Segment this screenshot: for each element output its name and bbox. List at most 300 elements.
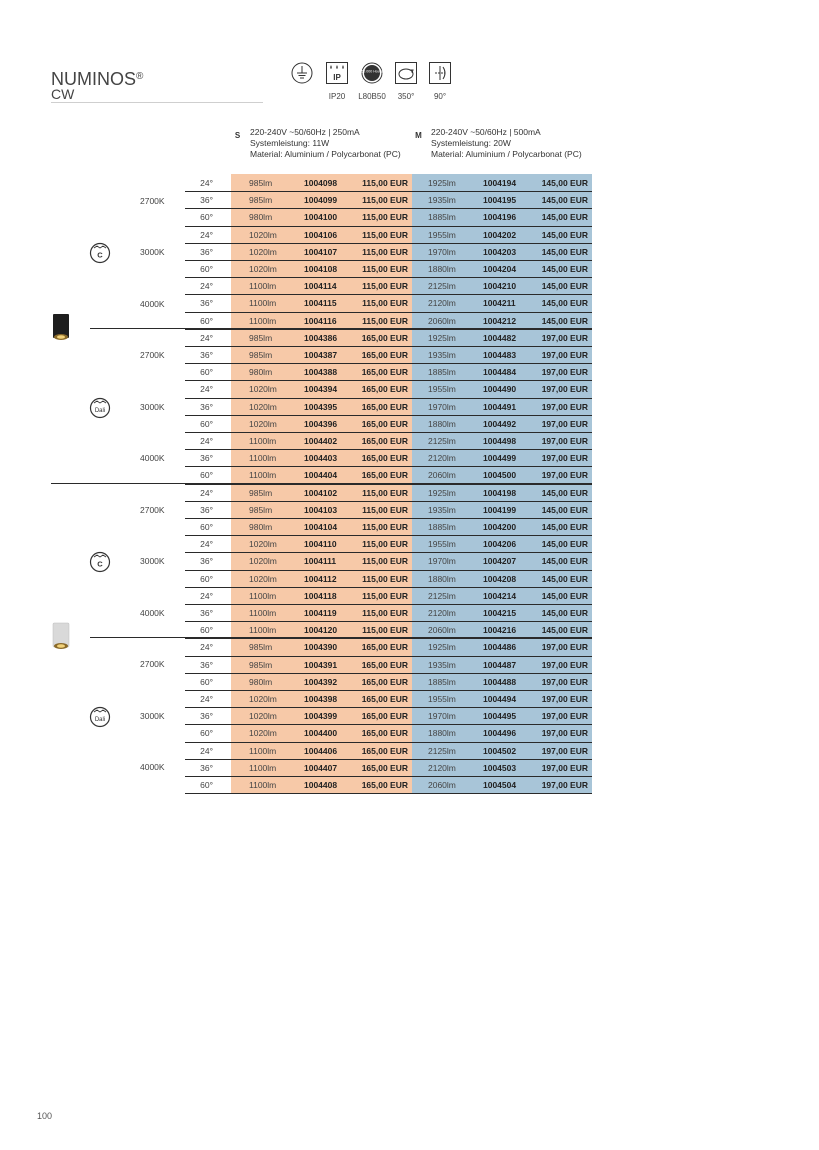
article-s-cell: 1004406 (304, 745, 338, 756)
price-s-cell: 115,00 EUR (362, 573, 408, 584)
price-s-cell: 115,00 EUR (362, 246, 408, 257)
color-temp-label: 3000K (140, 556, 165, 566)
beam-angle-cell: 24° (200, 332, 213, 343)
white-luminaire-icon (52, 622, 70, 650)
price-s-cell: 115,00 EUR (362, 556, 408, 567)
price-s-cell: 165,00 EUR (361, 694, 408, 704)
article-s-cell: 1004103 (304, 504, 338, 515)
price-m-cell: 145,00 EUR (541, 229, 588, 240)
lumen-s-cell: 1100lm (249, 315, 277, 326)
table-row (0, 535, 819, 552)
table-row (0, 398, 819, 415)
table-row (0, 312, 819, 329)
price-s-cell: 115,00 EUR (362, 195, 408, 206)
article-m-cell: 1004214 (483, 590, 517, 601)
beam-angle-cell: 60° (200, 728, 213, 739)
lumen-s-cell: 1020lm (249, 229, 277, 240)
table-row (0, 501, 819, 518)
lumen-s-cell: 1100lm (249, 762, 277, 773)
article-m-cell: 1004215 (483, 608, 517, 618)
article-m-cell: 1004203 (483, 246, 517, 257)
article-s-cell: 1004116 (304, 315, 337, 326)
lumen-s-cell: 1100lm (249, 590, 277, 601)
article-m-cell: 1004494 (483, 694, 517, 704)
lumen-m-cell: 1885lm (428, 212, 456, 223)
article-s-cell: 1004398 (304, 694, 338, 704)
variant-m-power: Systemleistung: 20W (431, 138, 511, 148)
article-m-cell: 1004486 (483, 642, 517, 653)
price-m-cell: 197,00 EUR (541, 453, 588, 464)
table-row (0, 174, 819, 191)
article-s-cell: 1004391 (304, 659, 338, 670)
price-m-cell: 145,00 EUR (541, 590, 588, 601)
beam-angle-cell: 24° (200, 487, 213, 498)
group-divider (90, 637, 592, 638)
article-s-cell: 1004388 (304, 367, 338, 378)
lumen-m-cell: 1885lm (428, 676, 456, 687)
article-s-cell: 1004119 (304, 608, 337, 618)
price-s-cell: 115,00 EUR (362, 487, 408, 498)
article-s-cell: 1004408 (304, 780, 338, 790)
article-s-cell: 1004098 (304, 178, 338, 188)
beam-angle-cell: 36° (200, 504, 213, 515)
lifetime-label: L80B50 (358, 92, 386, 101)
lumen-m-cell: 2060lm (428, 315, 456, 326)
lumen-s-cell: 1100lm (249, 298, 277, 309)
beam-angle-cell: 36° (200, 298, 213, 309)
price-m-cell: 145,00 EUR (541, 522, 588, 532)
article-m-cell: 1004490 (483, 384, 517, 395)
article-m-cell: 1004504 (483, 780, 517, 790)
article-m-cell: 1004487 (483, 659, 517, 670)
price-m-cell: 145,00 EUR (541, 264, 588, 274)
lumen-s-cell: 980lm (249, 367, 273, 378)
lumen-s-cell: 985lm (249, 659, 273, 670)
color-temp-label: 2700K (140, 659, 165, 669)
tilt-90-icon (429, 62, 451, 84)
beam-angle-cell: 60° (200, 315, 213, 326)
table-row (0, 673, 819, 690)
dali-control-icon (89, 706, 111, 728)
article-s-cell: 1004104 (304, 522, 338, 532)
beam-angle-cell: 24° (200, 436, 213, 446)
price-m-cell: 145,00 EUR (541, 178, 588, 188)
table-row (0, 363, 819, 380)
price-m-cell: 197,00 EUR (541, 384, 588, 395)
lumen-s-cell: 1020lm (249, 573, 277, 584)
price-s-cell: 165,00 EUR (361, 401, 408, 412)
article-m-cell: 1004496 (483, 728, 517, 739)
table-row (0, 604, 819, 621)
article-m-cell: 1004202 (483, 229, 517, 240)
price-s-cell: 115,00 EUR (362, 625, 408, 636)
color-temp-label: 3000K (140, 402, 165, 412)
article-m-cell: 1004198 (483, 487, 517, 498)
beam-angle-cell: 36° (200, 608, 213, 618)
price-m-cell: 145,00 EUR (541, 556, 588, 567)
lumen-m-cell: 2125lm (428, 281, 456, 292)
article-m-cell: 1004204 (483, 264, 517, 274)
article-s-cell: 1004110 (304, 539, 337, 550)
article-m-cell: 1004216 (483, 625, 517, 636)
table-row (0, 208, 819, 225)
color-temp-label: 2700K (140, 505, 165, 515)
table-row (0, 449, 819, 466)
phase-control-icon (89, 242, 111, 264)
beam-angle-cell: 24° (200, 281, 213, 292)
article-m-cell: 1004488 (483, 676, 517, 687)
color-temp-label: 3000K (140, 711, 165, 721)
price-s-cell: 165,00 EUR (361, 780, 408, 790)
price-s-cell: 165,00 EUR (361, 711, 408, 722)
lumen-m-cell: 1880lm (428, 264, 456, 274)
price-m-cell: 197,00 EUR (541, 470, 588, 481)
price-s-cell: 165,00 EUR (361, 642, 408, 653)
lumen-m-cell: 1970lm (428, 246, 456, 257)
article-s-cell: 1004386 (304, 332, 338, 343)
color-temp-label: 4000K (140, 453, 165, 463)
article-m-cell: 1004200 (483, 522, 517, 532)
price-m-cell: 145,00 EUR (541, 504, 588, 515)
article-s-cell: 1004400 (304, 728, 338, 739)
article-m-cell: 1004499 (483, 453, 517, 464)
lumen-m-cell: 1935lm (428, 350, 456, 360)
lumen-s-cell: 985lm (249, 332, 273, 343)
lumen-m-cell: 2125lm (428, 436, 456, 446)
article-s-cell: 1004120 (304, 625, 338, 636)
price-s-cell: 115,00 EUR (362, 264, 408, 274)
phase-control-icon (89, 551, 111, 573)
article-m-cell: 1004492 (483, 418, 517, 429)
table-row (0, 587, 819, 604)
price-m-cell: 145,00 EUR (541, 281, 588, 292)
table-row (0, 466, 819, 483)
lumen-s-cell: 985lm (249, 487, 273, 498)
price-s-cell: 115,00 EUR (362, 590, 408, 601)
beam-angle-cell: 60° (200, 470, 213, 481)
lumen-m-cell: 2060lm (428, 470, 456, 481)
article-s-cell: 1004396 (304, 418, 338, 429)
price-m-cell: 145,00 EUR (541, 315, 588, 326)
price-s-cell: 165,00 EUR (361, 350, 408, 360)
lumen-m-cell: 1880lm (428, 728, 456, 739)
table-row (0, 243, 819, 260)
article-m-cell: 1004503 (483, 762, 517, 773)
color-temp-label: 4000K (140, 762, 165, 772)
svg-text:IP: IP (333, 73, 341, 82)
beam-angle-cell: 60° (200, 676, 213, 687)
lumen-s-cell: 980lm (249, 522, 273, 532)
article-s-cell: 1004118 (304, 590, 337, 601)
beam-angle-cell: 24° (200, 590, 213, 601)
table-row (0, 570, 819, 587)
table-row (0, 638, 819, 655)
table-row (0, 277, 819, 294)
lumen-m-cell: 1955lm (428, 384, 456, 395)
color-temp-label: 4000K (140, 299, 165, 309)
price-m-cell: 197,00 EUR (541, 711, 588, 722)
beam-angle-cell: 60° (200, 264, 213, 274)
article-s-cell: 1004407 (304, 762, 338, 773)
article-s-cell: 1004399 (304, 711, 338, 722)
variant-m-badge: M (415, 131, 422, 140)
beam-angle-cell: 60° (200, 625, 213, 636)
price-m-cell: 145,00 EUR (541, 246, 588, 257)
table-row (0, 346, 819, 363)
product-title: NUMINOS® (51, 69, 144, 89)
article-s-cell: 1004111 (304, 556, 337, 567)
lumen-s-cell: 980lm (249, 676, 273, 687)
lumen-s-cell: 1020lm (249, 246, 277, 257)
group-divider (90, 328, 592, 329)
lumen-s-cell: 1020lm (249, 418, 277, 429)
article-s-cell: 1004106 (304, 229, 338, 240)
page-number: 100 (37, 1111, 53, 1121)
price-m-cell: 197,00 EUR (541, 436, 588, 446)
price-m-cell: 197,00 EUR (541, 745, 588, 756)
table-row (0, 380, 819, 397)
lumen-m-cell: 1970lm (428, 401, 456, 412)
price-s-cell: 115,00 EUR (362, 212, 408, 223)
table-row (0, 329, 819, 346)
price-s-cell: 115,00 EUR (362, 315, 408, 326)
table-row (0, 690, 819, 707)
variant-s-electrical: 220-240V ~50/60Hz | 250mA (250, 127, 360, 137)
table-row (0, 776, 819, 793)
lumen-s-cell: 1100lm (249, 436, 277, 446)
lumen-s-cell: 1100lm (249, 780, 277, 790)
article-s-cell: 1004395 (304, 401, 338, 412)
lumen-m-cell: 1885lm (428, 522, 456, 532)
lumen-m-cell: 1935lm (428, 504, 456, 515)
price-s-cell: 115,00 EUR (362, 178, 408, 188)
beam-angle-cell: 24° (200, 745, 213, 756)
table-row (0, 621, 819, 638)
lumen-s-cell: 1020lm (249, 264, 277, 274)
price-s-cell: 115,00 EUR (362, 281, 408, 292)
beam-angle-cell: 36° (200, 762, 213, 773)
ip-water-drops-icon (326, 62, 348, 84)
svg-text:50.000 Hours: 50.000 Hours (361, 69, 383, 74)
table-row (0, 724, 819, 741)
lumen-m-cell: 2125lm (428, 590, 456, 601)
beam-angle-cell: 60° (200, 418, 213, 429)
color-temp-label: 2700K (140, 350, 165, 360)
lumen-s-cell: 985lm (249, 350, 273, 360)
beam-angle-cell: 36° (200, 350, 213, 360)
table-row (0, 415, 819, 432)
lumen-s-cell: 1100lm (249, 745, 277, 756)
lumen-m-cell: 2120lm (428, 608, 456, 618)
price-s-cell: 165,00 EUR (361, 453, 408, 464)
price-s-cell: 165,00 EUR (361, 367, 408, 378)
beam-angle-cell: 36° (200, 556, 213, 567)
variant-s-spec (250, 127, 401, 160)
price-s-cell: 115,00 EUR (362, 522, 408, 532)
price-m-cell: 197,00 EUR (541, 367, 588, 378)
price-m-cell: 145,00 EUR (541, 573, 588, 584)
price-s-cell: 165,00 EUR (361, 728, 408, 739)
color-temp-label: 4000K (140, 608, 165, 618)
lumen-m-cell: 1925lm (428, 332, 456, 343)
price-m-cell: 197,00 EUR (541, 401, 588, 412)
article-m-cell: 1004483 (483, 350, 517, 360)
lumen-m-cell: 1880lm (428, 418, 456, 429)
beam-angle-cell: 36° (200, 711, 213, 722)
lumen-s-cell: 1020lm (249, 711, 277, 722)
price-s-cell: 115,00 EUR (362, 229, 408, 240)
svg-text:Dali: Dali (94, 408, 106, 414)
article-s-cell: 1004387 (304, 350, 338, 360)
lumen-m-cell: 1970lm (428, 556, 456, 567)
price-s-cell: 165,00 EUR (361, 418, 408, 429)
article-s-cell: 1004402 (304, 436, 338, 446)
beam-angle-cell: 36° (200, 401, 213, 412)
table-row (0, 484, 819, 501)
lumen-m-cell: 1885lm (428, 367, 456, 378)
beam-angle-cell: 24° (200, 384, 213, 395)
price-s-cell: 165,00 EUR (361, 384, 408, 395)
article-s-cell: 1004390 (304, 642, 338, 653)
article-m-cell: 1004210 (483, 281, 517, 292)
article-m-cell: 1004207 (483, 556, 517, 567)
table-row (0, 260, 819, 277)
lumen-s-cell: 985lm (249, 195, 273, 206)
svg-text:C: C (97, 559, 103, 569)
table-row (0, 518, 819, 535)
variant-s-material: Material: Aluminium / Polycarbonat (PC) (250, 149, 401, 159)
article-m-cell: 1004495 (483, 711, 517, 722)
price-m-cell: 197,00 EUR (541, 659, 588, 670)
price-s-cell: 115,00 EUR (362, 608, 408, 618)
price-m-cell: 145,00 EUR (541, 539, 588, 550)
article-s-cell: 1004108 (304, 264, 338, 274)
lumen-m-cell: 1925lm (428, 178, 456, 188)
lumen-m-cell: 1955lm (428, 694, 456, 704)
article-s-cell: 1004115 (304, 298, 337, 309)
price-m-cell: 145,00 EUR (541, 487, 588, 498)
beam-angle-cell: 24° (200, 694, 213, 704)
variant-m-electrical: 220-240V ~50/60Hz | 500mA (431, 127, 541, 137)
lumen-m-cell: 1880lm (428, 573, 456, 584)
rotation-label: 350° (397, 92, 415, 101)
earth-ground-icon (291, 62, 313, 84)
article-s-cell: 1004403 (304, 453, 338, 464)
price-s-cell: 165,00 EUR (361, 745, 408, 756)
table-row (0, 707, 819, 724)
table-row (0, 294, 819, 311)
price-m-cell: 145,00 EUR (541, 608, 588, 618)
lumen-s-cell: 1100lm (249, 470, 277, 481)
lumen-m-cell: 1970lm (428, 711, 456, 722)
lumen-s-cell: 980lm (249, 212, 273, 223)
title-divider (51, 102, 263, 103)
article-m-cell: 1004195 (483, 195, 517, 206)
price-m-cell: 145,00 EUR (541, 195, 588, 206)
lumen-m-cell: 2120lm (428, 453, 456, 464)
lumen-m-cell: 2125lm (428, 745, 456, 756)
price-m-cell: 145,00 EUR (541, 625, 588, 636)
lumen-s-cell: 1020lm (249, 728, 277, 739)
article-m-cell: 1004206 (483, 539, 517, 550)
price-s-cell: 165,00 EUR (361, 436, 408, 446)
beam-angle-cell: 60° (200, 780, 213, 790)
beam-angle-cell: 24° (200, 642, 213, 653)
price-s-cell: 165,00 EUR (361, 332, 408, 343)
article-s-cell: 1004099 (304, 195, 338, 206)
lumen-m-cell: 1955lm (428, 539, 456, 550)
ip-rating-label: IP20 (328, 92, 346, 101)
article-m-cell: 1004212 (483, 315, 517, 326)
lumen-m-cell: 2120lm (428, 298, 456, 309)
price-s-cell: 115,00 EUR (362, 298, 408, 309)
rotation-350-icon (395, 62, 417, 84)
lumen-m-cell: 2060lm (428, 780, 456, 790)
table-row (0, 191, 819, 208)
lumen-s-cell: 1100lm (249, 453, 277, 464)
lumen-m-cell: 2060lm (428, 625, 456, 636)
price-s-cell: 115,00 EUR (362, 539, 408, 550)
article-s-cell: 1004102 (304, 487, 338, 498)
table-row (0, 742, 819, 759)
beam-angle-cell: 24° (200, 539, 213, 550)
lumen-m-cell: 1925lm (428, 487, 456, 498)
lumen-s-cell: 1020lm (249, 694, 277, 704)
beam-angle-cell: 60° (200, 212, 213, 223)
lumen-s-cell: 1020lm (249, 401, 277, 412)
article-s-cell: 1004392 (304, 676, 338, 687)
article-m-cell: 1004491 (483, 401, 517, 412)
svg-text:C: C (97, 250, 103, 260)
variant-m-material: Material: Aluminium / Polycarbonat (PC) (431, 149, 582, 159)
table-row (0, 759, 819, 776)
article-m-cell: 1004482 (483, 332, 517, 343)
beam-angle-cell: 60° (200, 367, 213, 378)
price-s-cell: 115,00 EUR (362, 504, 408, 515)
table-row (0, 226, 819, 243)
table-row (0, 432, 819, 449)
article-m-cell: 1004196 (483, 212, 517, 223)
price-m-cell: 197,00 EUR (541, 676, 588, 687)
lumen-m-cell: 1935lm (428, 195, 456, 206)
lumen-s-cell: 985lm (249, 642, 273, 653)
lumen-m-cell: 1925lm (428, 642, 456, 653)
lumen-s-cell: 1100lm (249, 281, 277, 292)
beam-angle-cell: 60° (200, 573, 213, 584)
row-divider (185, 793, 592, 794)
beam-angle-cell: 36° (200, 659, 213, 670)
price-m-cell: 197,00 EUR (541, 762, 588, 773)
article-m-cell: 1004199 (483, 504, 517, 515)
beam-angle-cell: 36° (200, 246, 213, 257)
article-s-cell: 1004114 (304, 281, 337, 292)
lumen-m-cell: 2120lm (428, 762, 456, 773)
article-s-cell: 1004404 (304, 470, 338, 481)
price-m-cell: 197,00 EUR (541, 418, 588, 429)
svg-text:Dali: Dali (94, 717, 106, 723)
price-s-cell: 165,00 EUR (361, 762, 408, 773)
article-s-cell: 1004107 (304, 246, 338, 257)
beam-angle-cell: 36° (200, 453, 213, 464)
article-m-cell: 1004484 (483, 367, 517, 378)
price-m-cell: 145,00 EUR (541, 212, 588, 223)
product-subtitle: CW (51, 86, 75, 102)
lumen-s-cell: 1020lm (249, 384, 277, 395)
price-m-cell: 197,00 EUR (541, 332, 588, 343)
price-s-cell: 165,00 EUR (361, 676, 408, 687)
table-row (0, 656, 819, 673)
article-s-cell: 1004394 (304, 384, 338, 395)
